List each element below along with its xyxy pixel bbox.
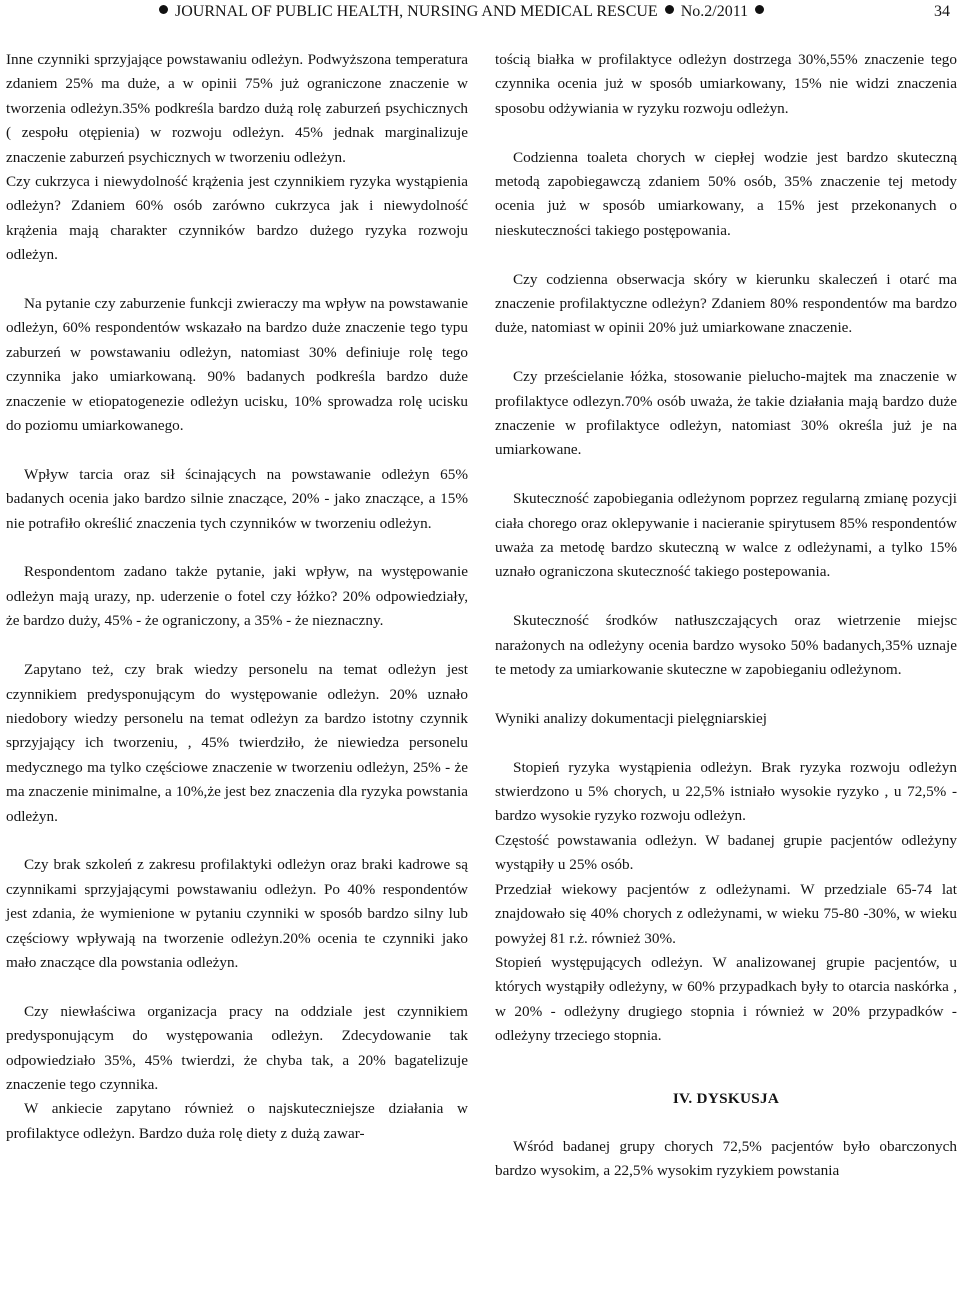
bullet-icon	[159, 5, 168, 14]
section-subtitle-documentation: Wyniki analizy dokumentacji pielęgniarskiej	[495, 709, 767, 727]
bullet-icon	[755, 5, 764, 14]
journal-header	[152, 0, 771, 24]
paragraph-repositioning: Skuteczność zapobiegania odleżynom poprzez regularną zmianę pozycji ciała chorego oraz oklepywanie i nacieranie spirytusem 85% respondentów uważa za metodę bardzo skuteczną w walce z odleżynami, a tylko 15% uznało ograniczona skuteczność takiego postepowania.	[495, 490, 957, 581]
journal-issue: No.2/2011	[680, 3, 749, 20]
page-number: 34	[934, 3, 950, 20]
paragraph-injuries: Respondentom zadano także pytanie, jaki wpływ, na występowanie odleżyn mają urazy, np. uderzenie o fotel czy łóżko? 20% odpowiedziały, że bardzo duży, 45% - że ograniczony, a 35% - że nieznaczny.	[6, 563, 468, 630]
paragraph-staff-knowledge: Zapytano też, czy brak wiedzy personelu na temat odleżyn jest czynnikiem predysponującym do występowanie odleżyn. 20% uznało niedobory wiedzy personelu na temat odleżyn za bardzo istotny czynnik sprzyjający ich tworzeniu, , 45% twierdziło, że niewiedza personelu medycznego ma tylko częściowe znaczenie w tworzeniu odleżyn, 25% - że ma znaczenie minimalne, a 10%,że jest bez znaczenia dla ryzyka powstania odleżyn.	[6, 661, 468, 825]
paragraph-other-factors: Inne czynniki sprzyjające powstawaniu odleżyn. Podwyższona temperatura zdaniem 25% ma duże, a w opinii 75% już ograniczone znaczenie w tworzenia odleżyn.35% podkreśla bardzo dużą rolę zaburzeń psychicznych ( zespołu otępienia) w rozwoju odleżyn. 45% jednak marginalizuje znaczenie zaburzeń psychicznych w tworzeniu odleżyn.	[6, 51, 468, 166]
paragraph-frequency: Częstość powstawania odleżyn. W badanej grupie pacjentów odleżyny wystąpiły u 25% osób.	[495, 831, 957, 874]
paragraph-skin-observation: Czy codzienna obserwacja skóry w kierunku skaleczeń i otarć ma znaczenie profilaktyczne odleżyn? Zdaniem 80% respondentów ma bardzo duże, natomiast w opinii 20% już umiarkowane znaczenie.	[495, 270, 957, 337]
paragraph-bedding: Czy prześcielanie łóżka, stosowanie pielucho-majtek ma znaczenie w profilaktyce odlezyn.70% osób uważa, że takie działania mają bardzo duże znaczenie w profilaktyce odleżyn, natomiast 30% określa już je na umiarkowane.	[495, 368, 957, 459]
paragraph-diet: tością białka w profilaktyce odleżyn dostrzega 30%,55% znaczenie tego czynnika ocenia już w sposób umiarkowany, 15% nie widzi znaczenia sposobu odżywiania w ryzyku rozwoju odleżyn.	[495, 51, 957, 117]
paragraph-emollients: Skuteczność środków natłuszczających oraz wietrzenie miejsc narażonych na odleżyny ocenia bardzo wysoko 50% badanych,35% uznaje te metody za umiarkowanie skuteczne w zapobieganiu odleżynom.	[495, 612, 957, 679]
paragraph-risk-level: Stopień ryzyka wystąpienia odleżyn. Brak ryzyka rozwoju odleżyn stwierdzono u 5% chorych, u 22,5% istniało wysokie ryzyko , u 72,5% - bardzo wysokie ryzyko rozwoju odleżyn.	[495, 758, 957, 825]
paragraph-ulcer-stage: Stopień występujących odleżyn. W analizowanej grupie pacjentów, u których wystąpiły odleżyny, w 60% przypadkach były to otarcia naskórka , w 20% - odleżyny drugiego stopnia i również w 20% przypadków - odleżyny trzeciego stopnia.	[495, 953, 957, 1045]
paragraph-sphincter: Na pytanie czy zaburzenie funkcji zwieraczy ma wpływ na powstawanie odleżyn, 60% respondentów wskazało na bardzo duże znaczenie tego typu zaburzeń w powstawaniu odleżyn, natomiast 30% definiuje rolę tego czynnika jako umiarkowaną. 90% badanych podkreśla bardzo duże znaczenie w etiopatogenezie odleżyn ucisku, 10% sprowadza rolę ucisku do poziomu umiarkowanego.	[6, 295, 468, 435]
journal-title: JOURNAL OF PUBLIC HEALTH, NURSING AND MEDICAL RESCUE	[175, 3, 658, 20]
section-heading-discussion: IV. DYSKUSJA	[672, 1089, 780, 1107]
paragraph-hygiene: Codzienna toaleta chorych w ciepłej wodzie jest bardzo skuteczną metodą zapobiegawczą zdaniem 50% osób, 35% znaczenie tej metody ocenia już w sposób umiarkowany, a 15% jest przekonanych o nieskuteczności takiego postępowania.	[495, 148, 957, 239]
running-header	[0, 0, 960, 34]
paragraph-survey-actions: W ankiecie zapytano również o najskuteczniejsze działania w profilaktyce odleżyn. Bardzo duża rolę diety z dużą zawar-	[6, 1100, 468, 1142]
paragraph-diabetes: Czy cukrzyca i niewydolność krążenia jest czynnikiem ryzyka wystąpienia odleżyn? Zdaniem 60% osób zarówno cukrzyca jak i niewydolność krążenia mają charakter czynników bardzo dużego ryzyka rozwoju odleżyn.	[6, 173, 468, 264]
paragraph-organization: Czy niewłaściwa organizacja pracy na oddziale jest czynnikiem predysponującym do występowania odleżyn. Zdecydowanie tak odpowiedziało 35%, 45% twierdzi, że chyba tak, a 20% bagatelizuje znaczenie tego czynnika.	[6, 1002, 468, 1093]
paragraph-training: Czy brak szkoleń z zakresu profilaktyki odleżyn oraz braki kadrowe są czynnikami sprzyjającymi powstawaniu odleżyn. Po 40% respondentów jest zdania, że wymienione w pytaniu czynniki w sposób bardzo silny lub częściowy wpływają na tworzenie odleżyn.20% ocenia te czynniki jako mało znaczące dla powstania odleżyn.	[6, 856, 468, 971]
left-column	[6, 48, 468, 1146]
bullet-icon	[665, 5, 674, 14]
right-column	[495, 48, 957, 1184]
paragraph-friction: Wpływ tarcia oraz sił ścinających na powstawanie odleżyn 65% badanych ocenia jako bardzo silnie znaczące, 20% - jako znaczące, a 15% nie potrafiło określić znaczenia tych czynników w tworzeniu odleżyn.	[6, 465, 468, 532]
paragraph-discussion: Wśród badanej grupy chorych 72,5% pacjentów było obarczonych bardzo wysokim, a 22,5% wysokim ryzykiem powstania	[495, 1137, 957, 1180]
paragraph-age-range: Przedział wiekowy pacjentów z odleżynami. W przedziale 65-74 lat znajdowało się 40% chorych z odleżynami, w wieku 75-80 -30%, w wieku powyżej 81 r.ż. również 30%.	[495, 880, 957, 947]
